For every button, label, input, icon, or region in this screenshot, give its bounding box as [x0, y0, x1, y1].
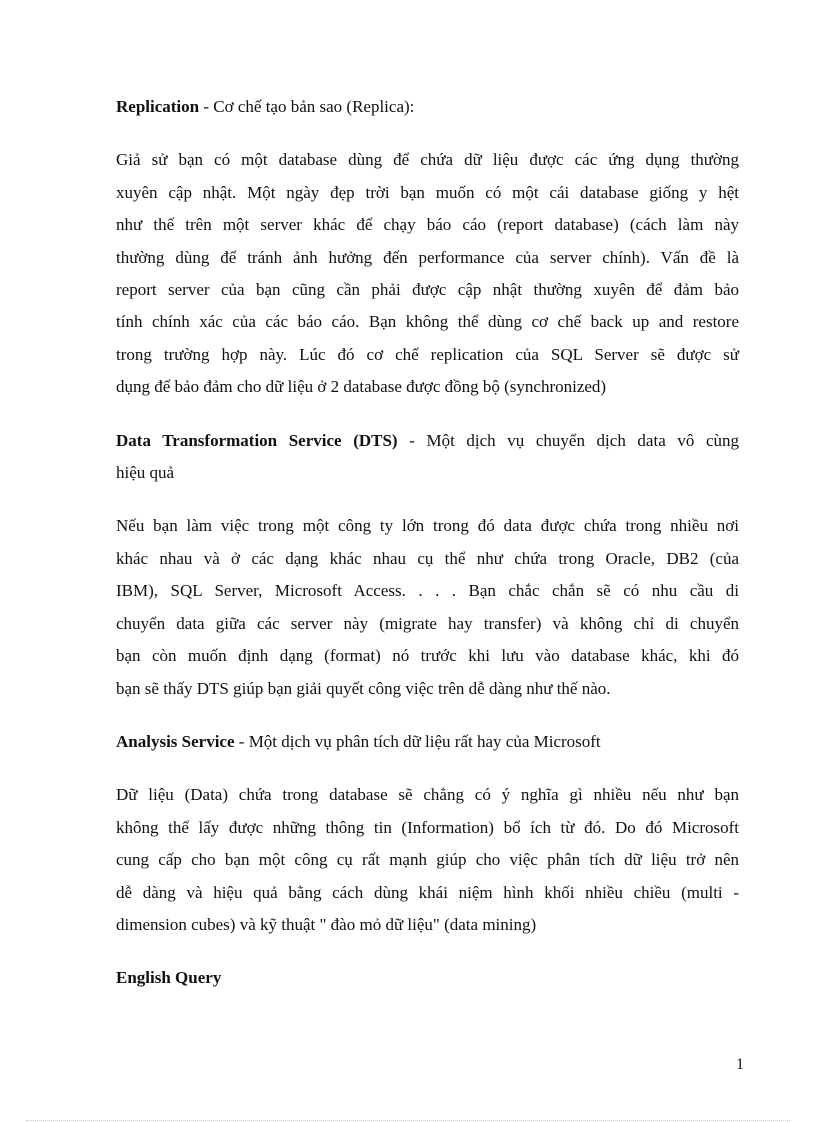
section-body-dts	[116, 510, 739, 704]
section-title: Analysis Service	[116, 731, 235, 751]
page-number: 1	[736, 1056, 744, 1073]
page-bottom-divider	[26, 1120, 790, 1121]
text-line: khác nhau và ở các dạng khác nhau cụ thể như chứa trong Oracle, DB2 (của	[116, 548, 739, 568]
text-line: Giả sử bạn có một database dùng để chứa dữ liệu được các ứng dụng thường	[116, 150, 739, 170]
text-line: cung cấp cho bạn một công cụ rất mạnh giúp cho việc phân tích dữ liệu trở nên	[116, 850, 739, 870]
section-subtitle: - Một dịch vụ phân tích dữ liệu rất hay của Microsoft	[234, 731, 601, 751]
section-subtitle-continued: hiệu quả	[116, 463, 175, 483]
section-heading-dts	[116, 425, 739, 490]
section-title: English Query	[116, 968, 222, 988]
text-line: dễ dàng và hiệu quả bằng cách dùng khái niệm hình khối nhiều chiều (multi -	[116, 882, 739, 902]
section-body-analysis	[116, 779, 739, 941]
text-line: không thể lấy được những thông tin (Information) bổ ích từ đó. Do đó Microsoft	[116, 817, 739, 837]
text-line: dụng để bảo đảm cho dữ liệu ở 2 database được đồng bộ (synchronized)	[116, 377, 607, 397]
text-line: tính chính xác của các báo cáo. Bạn không thể dùng cơ chế back up and restore	[116, 312, 739, 332]
text-line: Dữ liệu (Data) chứa trong database sẽ chẳng có ý nghĩa gì nhiều nếu như bạn	[116, 785, 739, 805]
text-line: report server của bạn cũng cần phải được cập nhật thường xuyên để đảm bảo	[116, 280, 739, 300]
text-line: bạn còn muốn định dạng (format) nó trước khi lưu vào database khác, khi đó	[116, 646, 739, 666]
section-body-replication	[116, 144, 739, 403]
section-title: Data Transformation Service (DTS)	[116, 430, 398, 450]
text-line: thường dùng để tránh ảnh hưởng đến performance của server chính). Vấn đề là	[116, 247, 739, 267]
section-heading-replication	[116, 91, 739, 123]
section-subtitle: - Một dịch vụ chuyển dịch data vô cùng	[397, 430, 739, 450]
text-line: IBM), SQL Server, Microsoft Access. . . . Bạn chắc chắn sẽ có nhu cầu di	[116, 581, 739, 601]
section-subtitle: - Cơ chế tạo bản sao (Replica):	[199, 97, 415, 116]
page-content	[116, 91, 739, 995]
section-title: Replication	[116, 97, 200, 116]
text-line: xuyên cập nhật. Một ngày đẹp trời bạn muốn có một cái database giống y hệt	[116, 182, 739, 202]
text-line: Nếu bạn làm việc trong một công ty lớn trong đó data được chứa trong nhiều nơi	[116, 516, 739, 536]
text-line: chuyển data giữa các server này (migrate hay transfer) và không chỉ di chuyển	[116, 613, 739, 633]
section-heading-english-query	[116, 962, 739, 994]
text-line: trong trường hợp này. Lúc đó cơ chế replication của SQL Server sẽ được sử	[116, 344, 739, 364]
text-line: bạn sẽ thấy DTS giúp bạn giải quyết công việc trên dễ dàng như thế nào.	[116, 678, 611, 698]
text-line: như thế trên một server khác để chạy báo cáo (report database) (cách làm này	[116, 215, 739, 235]
section-heading-analysis	[116, 726, 739, 758]
text-line: dimension cubes) và kỹ thuật " đào mỏ dữ liệu" (data mining)	[116, 914, 537, 934]
